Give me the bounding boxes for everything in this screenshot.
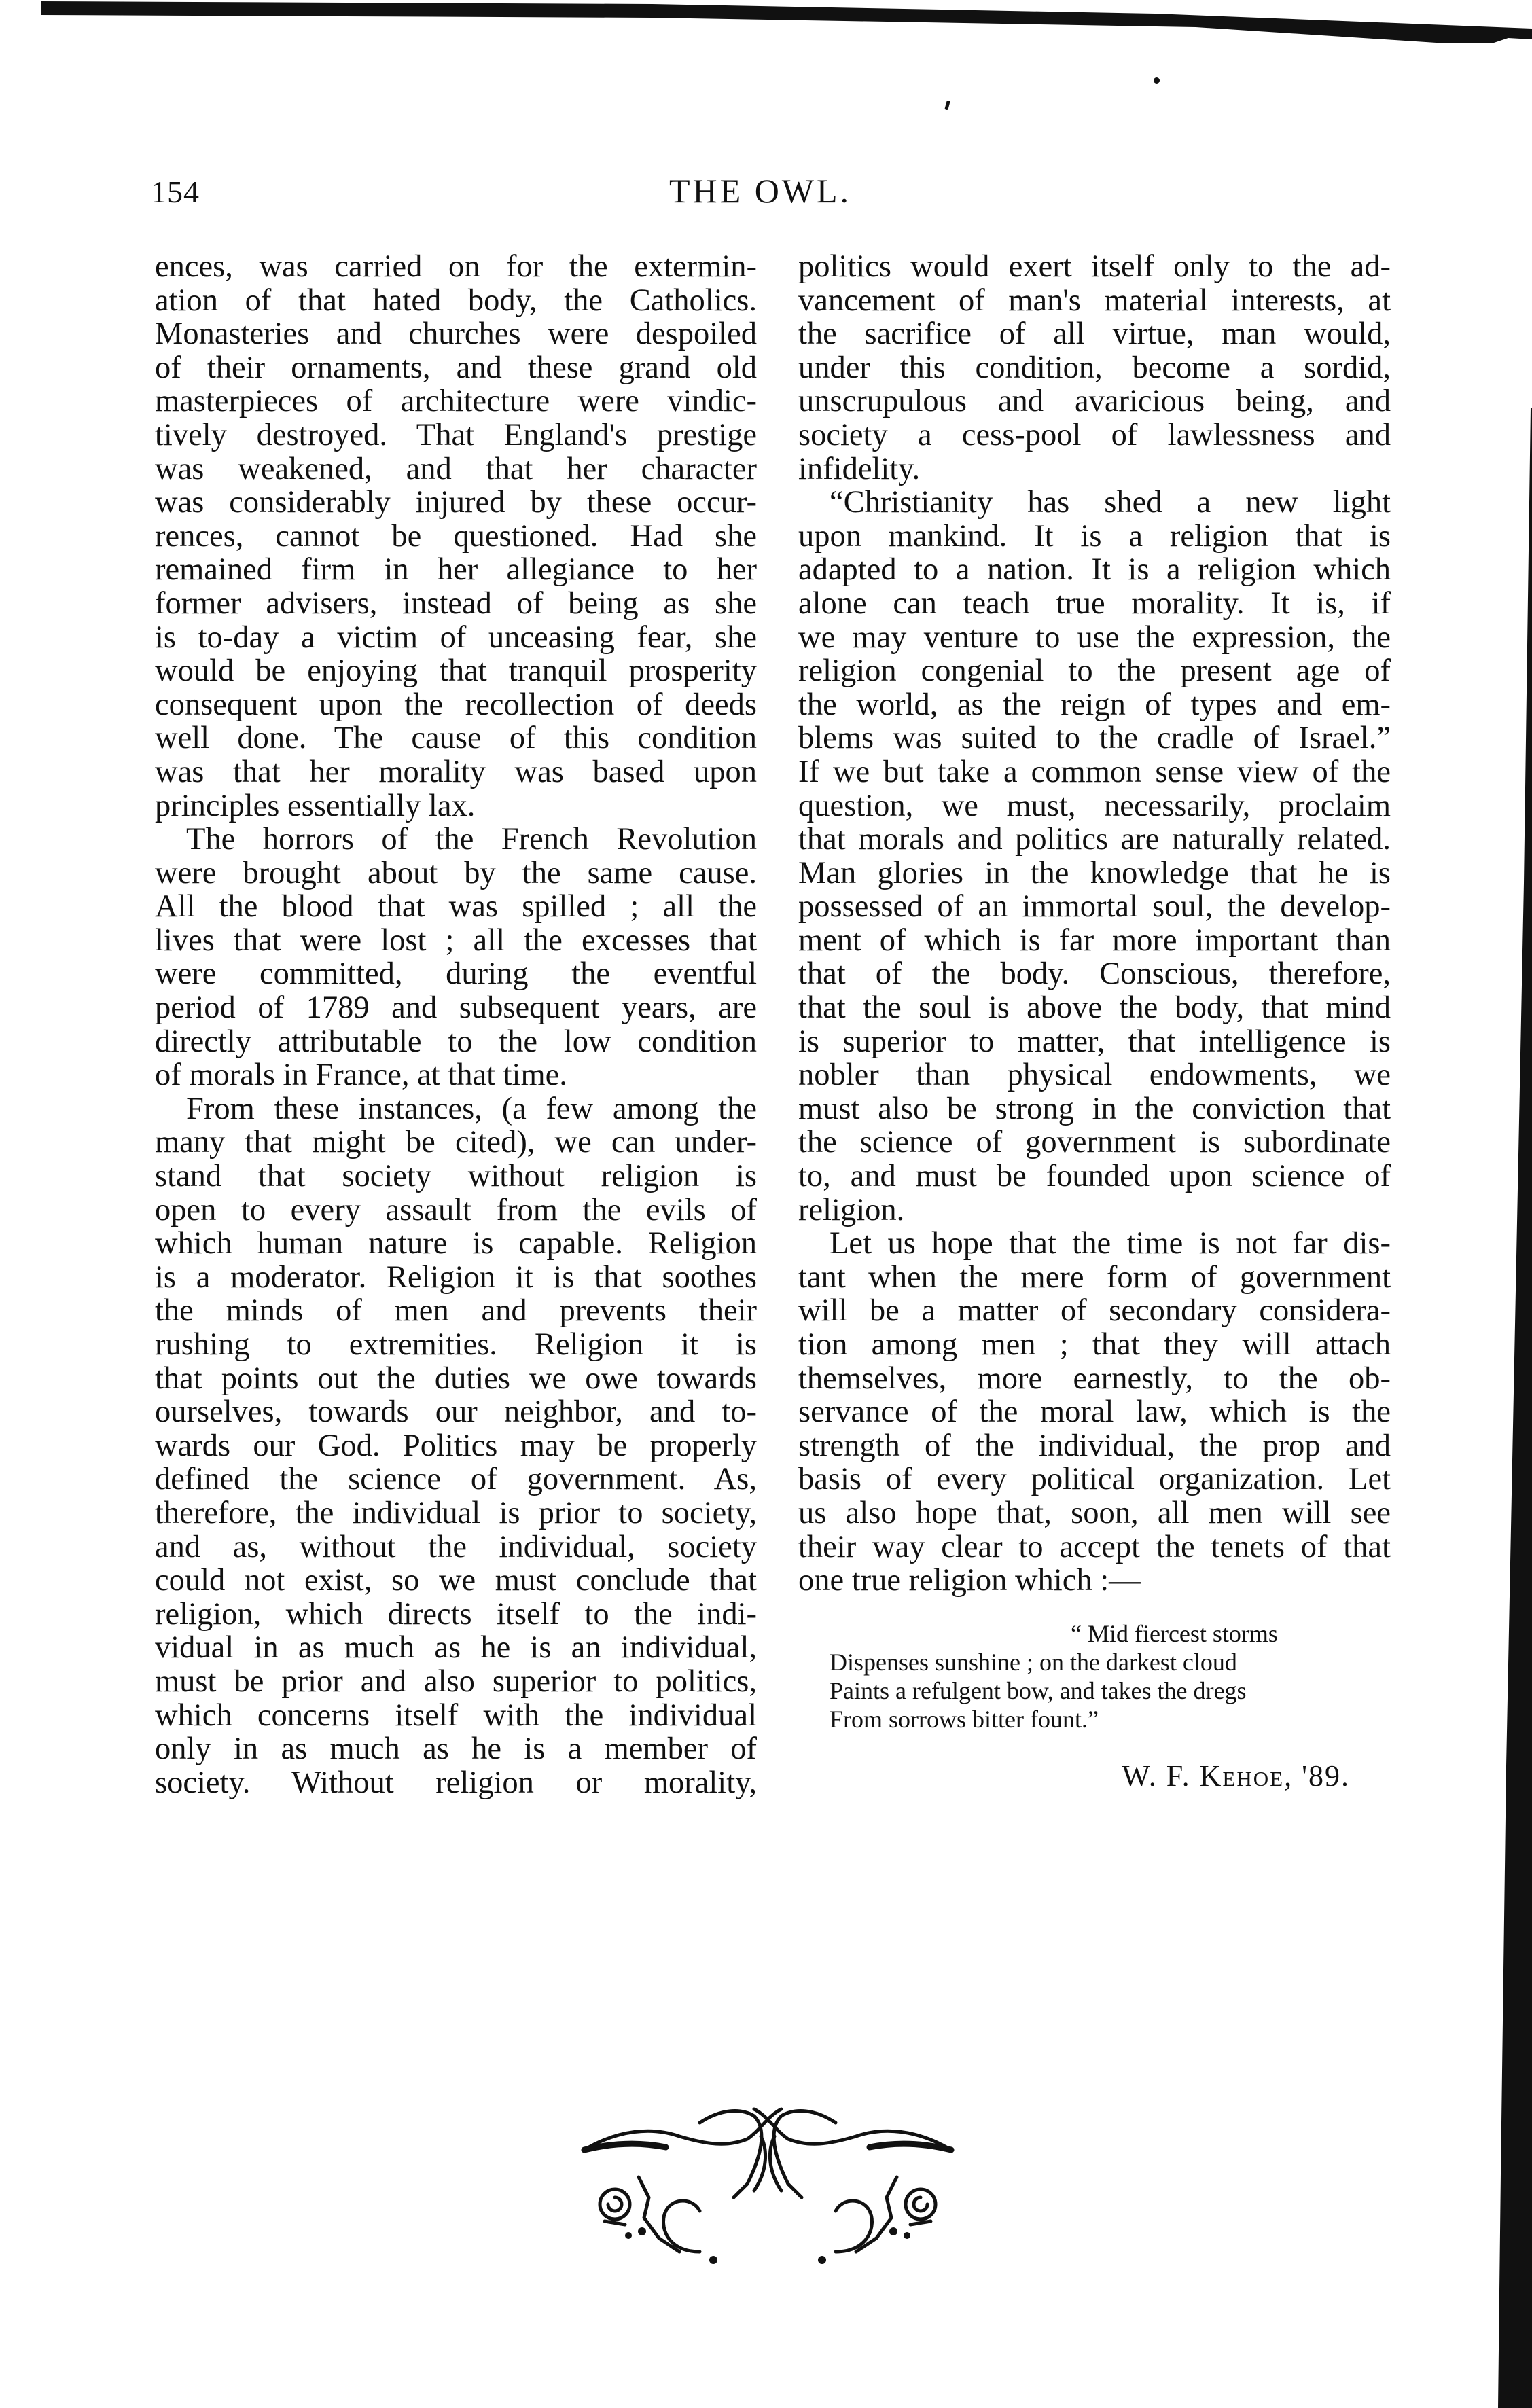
text-line: society. Without religion or morality, [155, 1765, 757, 1800]
text-line: religion. [798, 1192, 905, 1227]
text-line: the minds of men and prevents their [155, 1293, 757, 1329]
text-line: well done. The cause of this condition [155, 721, 757, 756]
text-line: only in as much as he is a member of [155, 1731, 757, 1767]
paragraph [155, 250, 757, 823]
text-line: must be prior and also superior to politics, [155, 1664, 757, 1699]
ornament-left-half [584, 2109, 781, 2252]
text-line: must also be strong in the conviction that [798, 1091, 1391, 1126]
floral-ornament-icon [564, 2082, 972, 2265]
running-head [0, 170, 1532, 217]
ink-speck [944, 101, 950, 111]
text-line: is superior to matter, that intelligence is [798, 1024, 1391, 1059]
text-line: former advisers, instead of being as she [155, 586, 757, 621]
text-line: If we but take a common sense view of the [798, 754, 1391, 789]
paragraph [155, 1092, 757, 1799]
text-line: their way clear to accept the tenets of that [798, 1529, 1391, 1564]
text-line: the sacrifice of all virtue, man would, [798, 317, 1391, 352]
text-line: many that might be cited), we can under- [155, 1125, 757, 1160]
text-line: society a cess-pool of lawlessness and [798, 417, 1391, 452]
poem-line: From sorrows bitter fount.” [830, 1705, 1099, 1733]
poem-line: Dispenses sunshine ; on the darkest cloud [830, 1648, 1237, 1676]
text-line: themselves, more earnestly, to the ob- [798, 1361, 1391, 1396]
text-line: religion congenial to the present age of [798, 653, 1391, 689]
right-column [798, 250, 1391, 1793]
text-line: one true religion which :— [798, 1563, 1141, 1598]
text-line: alone can teach true morality. It is, if [798, 586, 1391, 621]
text-line: unscrupulous and avaricious being, and [798, 384, 1391, 419]
text-line: would be enjoying that tranquil prosperity [155, 653, 757, 689]
text-line: could not exist, so we must conclude that [155, 1563, 757, 1598]
text-line: servance of the moral law, which is the [798, 1395, 1391, 1430]
text-line: was that her morality was based upon [155, 754, 757, 789]
text-line: ment of which is far more important than [798, 922, 1391, 958]
text-line: is to-day a victim of unceasing fear, she [155, 619, 757, 655]
binding-shadow [1491, 408, 1532, 2408]
text-line: us also hope that, soon, all men will see [798, 1495, 1391, 1530]
text-line: infidelity. [798, 451, 921, 486]
poem-line: Paints a refulgent bow, and takes the dregs [830, 1676, 1247, 1704]
ink-speck [1154, 77, 1160, 84]
left-column [155, 250, 757, 1799]
text-line: of their ornaments, and these grand old [155, 350, 757, 385]
text-line: of morals in France, at that time. [155, 1058, 567, 1093]
text-line: that morals and politics are naturally related. [798, 822, 1391, 857]
author-initials: W. F. [1122, 1759, 1200, 1793]
text-line: remained firm in her allegiance to her [155, 552, 757, 588]
text-line: consequent upon the recollection of deeds [155, 687, 757, 722]
text-line: tant when the mere form of government [798, 1259, 1391, 1295]
ornament-right-half [754, 2109, 951, 2252]
text-line: we may venture to use the expression, the [798, 619, 1391, 655]
author-class-year: , '89. [1284, 1759, 1350, 1793]
text-line: open to every assault from the evils of [155, 1192, 757, 1227]
text-line: is a moderator. Religion it is that soothes [155, 1259, 757, 1295]
text-line: and as, without the individual, society [155, 1529, 757, 1564]
text-line: stand that society without religion is [155, 1159, 757, 1194]
text-line: that the soul is above the body, that mind [798, 990, 1391, 1026]
text-line: which human nature is capable. Religion [155, 1226, 757, 1261]
text-line: which concerns itself with the individual [155, 1697, 757, 1733]
text-line: wards our God. Politics may be properly [155, 1428, 757, 1463]
paragraph [798, 1227, 1391, 1598]
text-line: therefore, the individual is prior to society, [155, 1495, 757, 1530]
page-number: 154 [151, 175, 200, 209]
text-line: rushing to extremities. Religion it is [155, 1327, 757, 1362]
poem-quotation [798, 1619, 1391, 1733]
text-line: masterpieces of architecture were vindic- [155, 384, 757, 419]
text-line: were brought about by the same cause. [155, 855, 757, 891]
text-line: ences, was carried on for the extermin- [155, 249, 757, 284]
text-line: will be a matter of secondary considera- [798, 1293, 1391, 1329]
text-line: ourselves, towards our neighbor, and to- [155, 1395, 757, 1430]
text-line: vidual in as much as he is an individual, [155, 1630, 757, 1666]
text-line: strength of the individual, the prop and [798, 1428, 1391, 1463]
text-line: question, we must, necessarily, proclaim [798, 788, 1391, 823]
text-line: were committed, during the eventful [155, 956, 757, 992]
text-line: tively destroyed. That England's prestige [155, 417, 757, 452]
text-line: Let us hope that the time is not far dis- [830, 1226, 1391, 1261]
text-line: that of the body. Conscious, therefore, [798, 956, 1391, 992]
journal-title: THE OWL. [669, 172, 852, 210]
text-line: Monasteries and churches were despoiled [155, 317, 757, 352]
text-line: adapted to a nation. It is a religion which [798, 552, 1391, 588]
author-signature [798, 1759, 1391, 1793]
text-line: principles essentially lax. [155, 788, 476, 823]
author-surname: Kehoe [1199, 1759, 1285, 1793]
text-line: The horrors of the French Revolution [186, 822, 757, 857]
text-line: that points out the duties we owe towards [155, 1361, 757, 1396]
text-line: period of 1789 and subsequent years, are [155, 990, 757, 1026]
top-edge-rule [41, 0, 1532, 43]
text-line: All the blood that was spilled ; all the [155, 889, 757, 924]
text-line: ation of that hated body, the Catholics. [155, 283, 757, 318]
text-line: defined the science of government. As, [155, 1462, 757, 1497]
text-line: tion among men ; that they will attach [798, 1327, 1391, 1362]
text-line: was considerably injured by these occur- [155, 485, 757, 520]
text-line: From these instances, (a few among the [186, 1091, 757, 1126]
right-column-body [798, 250, 1391, 1598]
text-line: Man glories in the knowledge that he is [798, 855, 1391, 891]
text-line: upon mankind. It is a religion that is [798, 518, 1391, 554]
text-line: to, and must be founded upon science of [798, 1159, 1391, 1194]
paragraph [798, 250, 1391, 486]
paragraph [155, 823, 757, 1092]
text-line: nobler than physical endowments, we [798, 1058, 1391, 1093]
poem-line: “ Mid fiercest storms [1071, 1619, 1278, 1647]
text-line: under this condition, become a sordid, [798, 350, 1391, 385]
text-line: religion, which directs itself to the indi- [155, 1596, 757, 1632]
text-line: basis of every political organization. Let [798, 1462, 1391, 1497]
paragraph [798, 486, 1391, 1227]
text-line: politics would exert itself only to the ad- [798, 249, 1391, 284]
text-line: rences, cannot be questioned. Had she [155, 518, 757, 554]
text-line: possessed of an immortal soul, the develop- [798, 889, 1391, 924]
text-line: vancement of man's material interests, at [798, 283, 1391, 318]
text-line: the science of government is subordinate [798, 1125, 1391, 1160]
text-line: lives that were lost ; all the excesses that [155, 922, 757, 958]
text-line: the world, as the reign of types and em- [798, 687, 1391, 722]
text-line: blems was suited to the cradle of Israel.” [798, 721, 1391, 756]
text-line: “Christianity has shed a new light [830, 485, 1391, 520]
text-line: was weakened, and that her character [155, 451, 757, 486]
text-line: directly attributable to the low condition [155, 1024, 757, 1059]
